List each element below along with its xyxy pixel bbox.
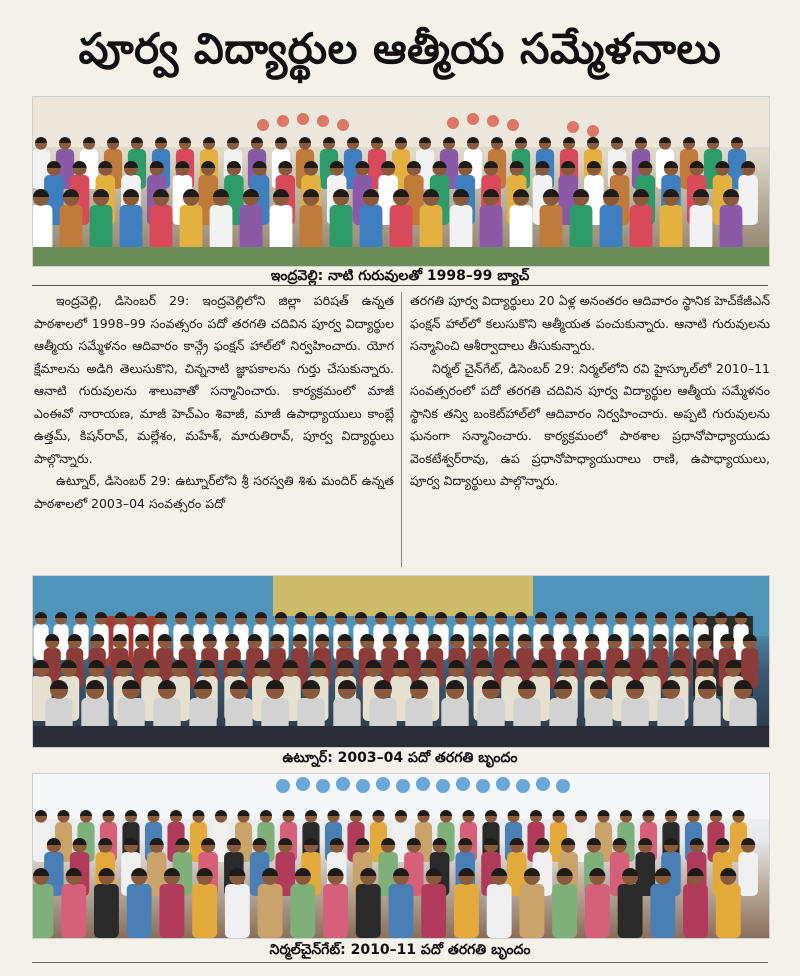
article-paragraph: తరగతి పూర్వ విద్యార్థులు 20 ఏళ్ల అనంతరం ఆదివారం స్థానిక హెచ్‌కేజీఎన్ ఫంక్షన్ హాల్‌లో కలుసుకొని ఆత్మీయత పంచుకున్నారు. ఆనాటి గురువులను సన్మానించి ఆశీర్వాదాలు తీసుకున్నారు. <box>410 293 770 353</box>
photo-utnoor-group <box>32 575 770 748</box>
article-paragraph: ఇంద్రవెల్లి, డిసెంబర్ 29: ఇంద్రవెల్లిలోని జిల్లా పరిషత్ ఉన్నత పాఠశాలలో 1998–99 సంవత్సరం పదో తరగతి చదివిన పూర్వ విద్యార్థుల ఆత్మీయ సమ్మేళనం ఆదివారం కాన్గ్రే ఫంక్షన్ హాల్‌లో నిర్వహించారు. యోగ క్షేమాలను అడిగి తెలుసుకొని, చిన్ననాటి జ్ఞాపకాలను గుర్తు చేసుకున్నారు. ఆనాటి గురువులను శాలువాతో సన్మానించారు. కార్యక్రమంలో మాజీ ఎంఈవో నారాయణ, మాజీ హెచ్ఎం శివాజీ, మాజీ ఉపాధ్యాయులు కాంబ్లే ఉత్తమ్, కిషన్‌రావ్, మల్లేశం, మహేశ్, మారుతిరావ్, పూర్వ విద్యార్థులు పాల్గొన్నారు. <box>34 293 394 466</box>
photo-indravelli-image <box>33 97 769 266</box>
column-divider <box>401 292 402 567</box>
article-paragraph: ఉట్నూర్, డిసెంబర్ 29: ఉట్నూర్‌లోని శ్రీ సరస్వతి శిశు మందిర్ ఉన్నత పాఠశాలలో 2003–04 సంవత్సరం పదో <box>34 473 394 511</box>
article-paragraph: నిర్మల్ చైన్‌గేట్, డిసెంబర్ 29: నిర్మల్‌లోని రవి హైస్కూల్‌లో 2010–11 సంవత్సరంలో పదో తరగతి చదివిన పూర్వ విద్యార్థుల ఆత్మీయ సమ్మేళనం స్థానిక తన్వి బంకెట్‌హాల్‌లో ఆదివారం నిర్వహించారు. అప్పటి గురువులను ఘనంగా సన్మానించారు. కార్యక్రమంలో పాఠశాల ప్రధానోపాధ్యాయుడు వెంకటేశ్వర్‌రావు, ఉప ప్రధానోపాధ్యాయురాలు రాణి, ఉపాధ్యాయులు, పూర్వ విద్యార్థులు పాల్గొన్నారు. <box>410 360 770 488</box>
divider <box>32 285 768 286</box>
photo-caption-1: ఇంద్రవెల్లి: నాటి గురువులతో 1998–99 బ్యాచ్ <box>270 268 530 284</box>
headline: పూర్వ విద్యార్థుల ఆత్మీయ సమ్మేళనాలు <box>78 24 722 73</box>
article-column-left <box>34 290 394 570</box>
photo-nirmal-group <box>32 773 770 939</box>
photo-nirmal-image <box>33 774 769 938</box>
photo-indravelli-group <box>32 96 770 267</box>
photo-caption-3: నిర్మల్‌చైన్‌గేట్: 2010–11 పదో తరగతి బృందం <box>269 942 531 958</box>
article-column-right <box>410 290 770 570</box>
photo-utnoor-image <box>33 576 769 747</box>
photo-caption-2: ఉట్నూర్: 2003–04 పదో తరగతి బృందం <box>282 750 518 766</box>
bottom-divider <box>32 962 768 963</box>
